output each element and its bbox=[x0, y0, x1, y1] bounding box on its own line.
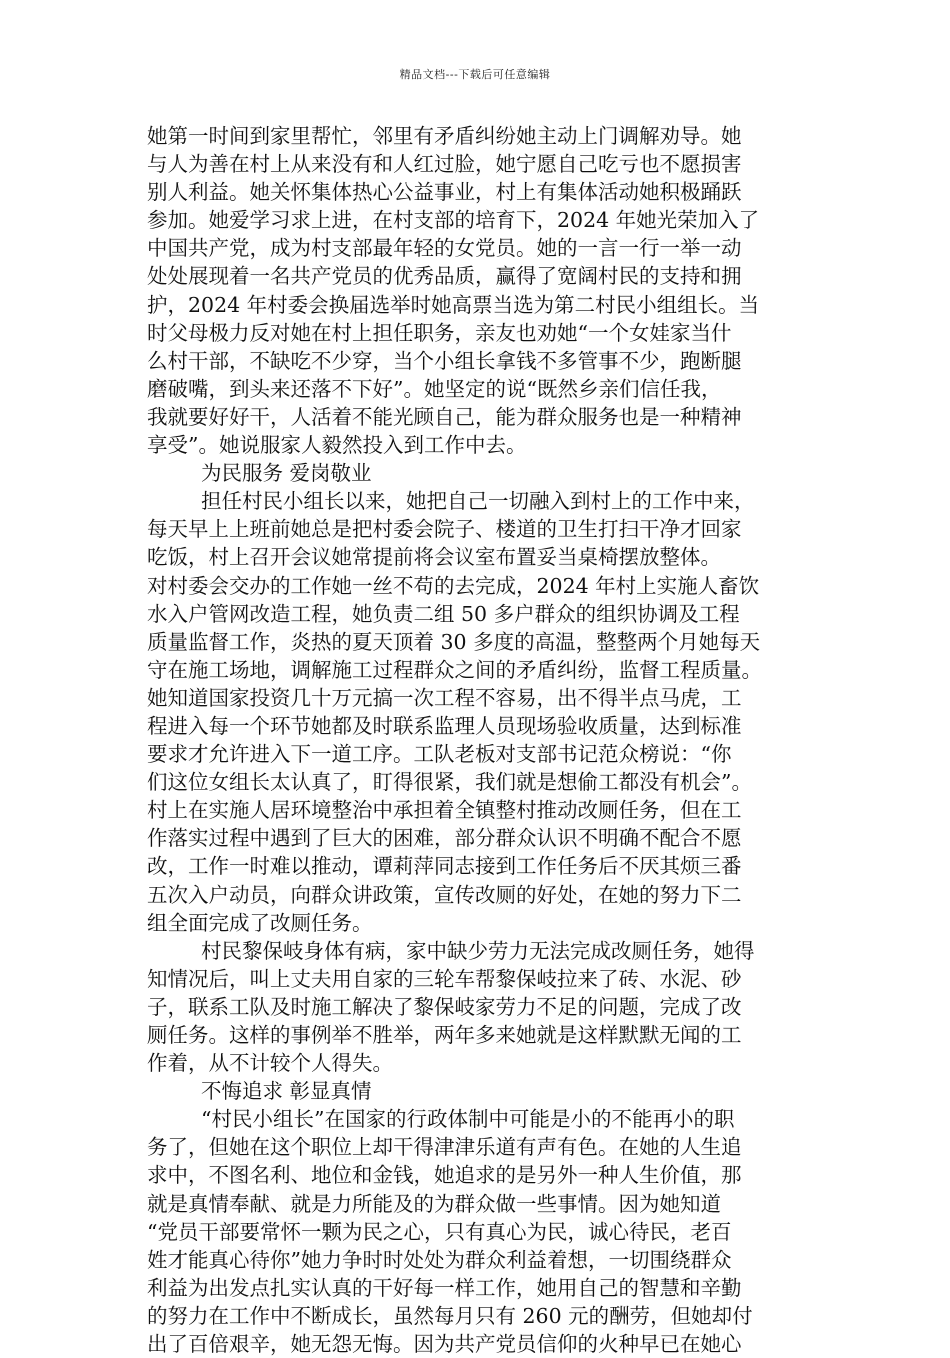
text-line: 村上在实施人居环境整治中承担着全镇整村推动改厕任务，但在工 bbox=[147, 798, 742, 823]
text-line: 她知道国家投资几十万元搞一次工程不容易，出不得半点马虎，工 bbox=[147, 685, 742, 710]
text-line: 就是真情奉献、就是力所能及的为群众做一些事情。因为她知道 bbox=[147, 1191, 721, 1216]
text-line: 参加。她爱学习求上进，在村支部的培育下，2024 年她光荣加入了 bbox=[147, 208, 760, 233]
text-line: 改，工作一时难以推动，谭莉萍同志接到工作任务后不厌其烦三番 bbox=[147, 854, 742, 879]
text-line: 我就要好好干，人活着不能光顾自己，能为群众服务也是一种精神 bbox=[147, 404, 742, 429]
text-line: 吃饭，村上召开会议她常提前将会议室布置妥当桌椅摆放整体。 bbox=[147, 545, 721, 570]
text-line: 厕任务。这样的事例举不胜举，两年多来她就是这样默默无闻的工 bbox=[147, 1023, 742, 1047]
text-line: 要求才允许进入下一道工序。工队老板对支部书记范众榜说：“你 bbox=[147, 742, 732, 767]
text-line: 程进入每一个环节她都及时联系监理人员现场验收质量，达到标准 bbox=[147, 713, 742, 738]
document-body bbox=[147, 122, 819, 1358]
text-line: 五次入户动员，向群众讲政策，宣传改厕的好处，在她的努力下二 bbox=[147, 882, 742, 907]
text-line: 每天早上上班前她总是把村委会院子、楼道的卫生打扫干净才回家 bbox=[147, 517, 742, 542]
text-line: 知情况后，叫上丈夫用自家的三轮车帮黎保岐拉来了砖、水泥、砂 bbox=[147, 966, 742, 991]
text-line: 磨破嘴，到头来还落不下好”。她坚定的说“既然乡亲们信任我， bbox=[147, 376, 722, 401]
paragraph-first-line: 担任村民小组长以来，她把自己一切融入到村上的工作中来， bbox=[201, 489, 755, 514]
text-line: 子，联系工队及时施工解决了黎保岐家劳力不足的问题，完成了改 bbox=[147, 994, 742, 1019]
paragraph-first-line: 村民黎保岐身体有病，家中缺少劳力无法完成改厕任务，她得 bbox=[201, 938, 755, 963]
page-header: 精品文档---下载后可任意编辑 bbox=[399, 68, 551, 81]
text-line: 利益为出发点扎实认真的干好每一样工作，她用自己的智慧和辛勤 bbox=[147, 1275, 742, 1300]
text-line: 护，2024 年村委会换届选举时她高票当选为第二村民小组组长。当 bbox=[147, 292, 760, 317]
text-line: 时父母极力反对她在村上担任职务，亲友也劝她“一个女娃家当什 bbox=[147, 320, 732, 345]
text-line: 与人为善在村上从来没有和人红过脸，她宁愿自己吃亏也不愿损害 bbox=[147, 152, 742, 177]
paragraph-first-line: “村民小组长”在国家的行政体制中可能是小的不能再小的职 bbox=[201, 1107, 735, 1132]
text-line: 作落实过程中遇到了巨大的困难，部分群众认识不明确不配合不愿 bbox=[147, 826, 742, 851]
text-line: 她第一时间到家里帮忙，邻里有矛盾纠纷她主动上门调解劝导。她 bbox=[147, 124, 742, 148]
text-line: 对村委会交办的工作她一丝不苟的去完成，2024 年村上实施人畜饮 bbox=[147, 573, 760, 598]
text-line: 水入户管网改造工程，她负责二组 50 多户群众的组织协调及工程 bbox=[147, 601, 740, 626]
text-line: 享受”。她说服家人毅然投入到工作中去。 bbox=[147, 433, 527, 458]
text-line: 别人利益。她关怀集体热心公益事业，村上有集体活动她积极踊跃 bbox=[147, 180, 742, 205]
section-heading: 为民服务 爱岗敬业 bbox=[201, 461, 372, 486]
text-line: 作着，从不计较个人得失。 bbox=[147, 1051, 393, 1076]
text-line: “党员干部要常怀一颗为民之心，只有真心为民，诚心待民，老百 bbox=[147, 1219, 732, 1244]
text-line: 求中，不图名利、地位和金钱，她追求的是另外一种人生价值，那 bbox=[147, 1163, 742, 1188]
text-line: 们这位女组长太认真了，盯得很紧，我们就是想偷工都没有机会”。 bbox=[147, 770, 752, 795]
text-line: 么村干部，不缺吃不少穿，当个小组长拿钱不多管事不少，跑断腿 bbox=[147, 348, 742, 373]
text-line: 守在施工场地，调解施工过程群众之间的矛盾纠纷，监督工程质量。 bbox=[147, 657, 762, 682]
text-line: 的努力在工作中不断成长，虽然每月只有 260 元的酬劳，但她却付 bbox=[147, 1303, 753, 1328]
section-heading: 不悔追求 彰显真情 bbox=[201, 1079, 372, 1104]
text-line: 处处展现着一名共产党员的优秀品质，赢得了宽阔村民的支持和拥 bbox=[147, 264, 742, 289]
text-line: 质量监督工作，炎热的夏天顶着 30 多度的高温，整整两个月她每天 bbox=[147, 629, 761, 654]
text-line: 组全面完成了改厕任务。 bbox=[147, 910, 373, 935]
text-line: 中国共产党，成为村支部最年轻的女党员。她的一言一行一举一动 bbox=[147, 236, 742, 261]
text-line: 务了，但她在这个职位上却干得津津乐道有声有色。在她的人生追 bbox=[147, 1135, 742, 1160]
text-line: 出了百倍艰辛，她无怨无悔。因为共产党员信仰的火种早已在她心 bbox=[147, 1332, 742, 1357]
text-line: 姓才能真心待你”她力争时时处处为群众利益着想，一切围绕群众 bbox=[147, 1247, 732, 1272]
